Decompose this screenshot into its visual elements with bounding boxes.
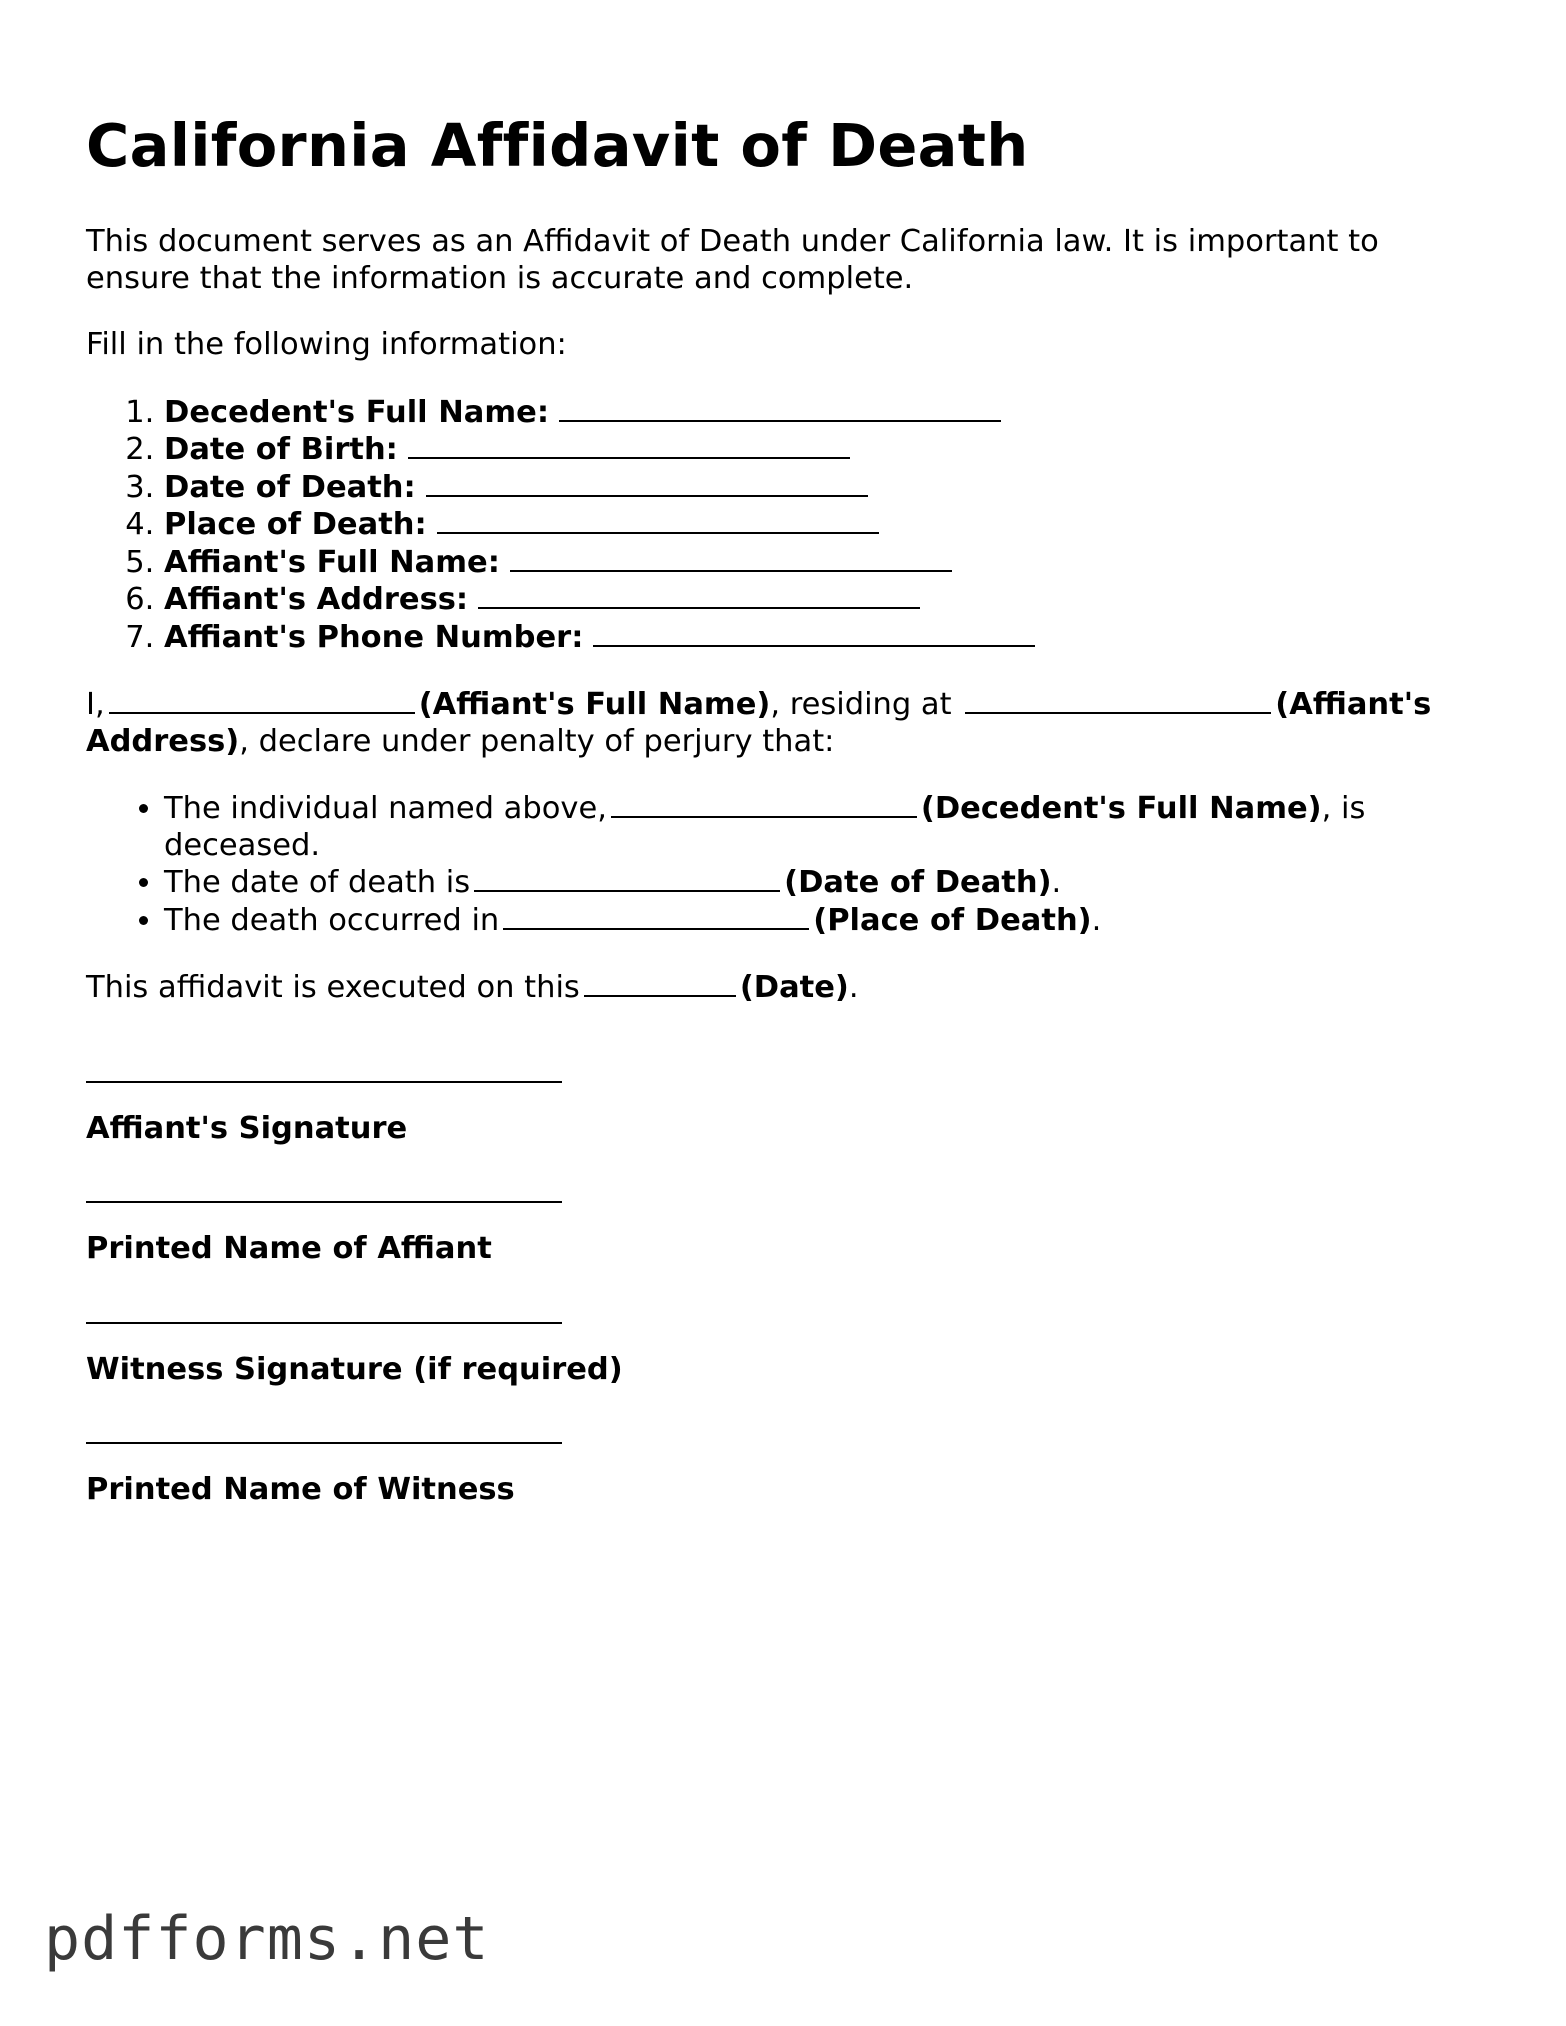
witness-printed-name-line[interactable] [86, 1416, 562, 1444]
fill-in-instruction: Fill in the following information: [86, 327, 567, 362]
affiant-address-blank[interactable] [478, 581, 920, 609]
execution-date-blank[interactable] [584, 969, 736, 997]
affiant-name-blank[interactable] [510, 544, 952, 572]
witness-signature-line[interactable] [86, 1296, 562, 1324]
date-of-death-blank[interactable] [426, 469, 868, 497]
execution-date-hint: (Date) [739, 970, 849, 1005]
field-label: Decedent's Full Name: [164, 394, 550, 430]
field-label: Date of Death: [164, 469, 416, 505]
signature-label: Witness Signature (if required) [86, 1351, 623, 1387]
fact-decedent-name-blank[interactable] [611, 790, 917, 818]
signature-block [86, 1055, 1486, 1148]
fact-text: . [1051, 865, 1062, 900]
signature-block [86, 1175, 1486, 1268]
signature-label: Affiant's Signature [86, 1110, 408, 1146]
fact-text: The death occurred in [164, 902, 500, 938]
declaration-suffix: , declare under penalty of perjury that: [239, 723, 835, 759]
field-label: Affiant's Full Name: [164, 544, 500, 580]
list-item [164, 902, 1486, 940]
fact-text: , is deceased. [164, 791, 1366, 863]
fact-hint: (Place of Death) [813, 902, 1092, 938]
document-page [86, 108, 1486, 1537]
declaration-prefix: I, [86, 687, 105, 722]
field-label: Affiant's Address: [164, 582, 469, 617]
fact-text: The date of death is [164, 865, 471, 900]
watermark: pdfforms.net [44, 1904, 490, 1974]
field-list [86, 394, 1486, 657]
fact-place-of-death-blank[interactable] [503, 902, 809, 930]
list-item [164, 394, 1486, 432]
fact-text: . [1091, 902, 1102, 938]
affiant-printed-name-line[interactable] [86, 1175, 562, 1203]
field-label: Date of Birth: [164, 432, 398, 467]
decedent-name-blank[interactable] [559, 394, 1001, 422]
page-title: California Affidavit of Death [86, 111, 1029, 180]
fact-text: The individual named above, [164, 791, 607, 826]
affiant-signature-line[interactable] [86, 1055, 562, 1083]
signature-block [86, 1296, 1486, 1389]
affiant-phone-blank[interactable] [593, 619, 1035, 647]
field-label: Place of Death: [164, 507, 427, 542]
affiant-address-hint: (Affiant's Address) [86, 687, 1432, 759]
declaration-affiant-name-blank[interactable] [109, 686, 415, 714]
execution-paragraph [86, 969, 1486, 1007]
fact-hint: (Date of Death) [784, 865, 1052, 900]
fact-hint: (Decedent's Full Name) [920, 791, 1322, 826]
list-item [164, 506, 1486, 544]
list-item [164, 790, 1486, 864]
fact-date-of-death-blank[interactable] [474, 864, 780, 892]
declaration-paragraph [86, 686, 1486, 760]
field-label: Affiant's Phone Number: [164, 619, 584, 655]
list-item [164, 431, 1486, 469]
signature-label: Printed Name of Affiant [86, 1231, 492, 1266]
list-item [164, 469, 1486, 507]
declaration-address-blank[interactable] [965, 686, 1271, 714]
place-of-death-blank[interactable] [437, 506, 879, 534]
list-item [164, 544, 1486, 582]
execution-text: . [848, 970, 859, 1005]
affiant-name-hint: (Affiant's Full Name) [418, 687, 771, 722]
list-item [164, 864, 1486, 902]
intro-paragraph: This document serves as an Affidavit of Death under California law. It is important to ensure that the information is accurate and complete. [86, 224, 1379, 296]
execution-text: This affidavit is executed on this [86, 970, 580, 1005]
signature-block [86, 1416, 1486, 1509]
declaration-residing: , residing at [770, 687, 952, 722]
date-of-birth-blank[interactable] [408, 431, 850, 459]
list-item [164, 581, 1486, 619]
list-item [164, 619, 1486, 657]
facts-list [86, 790, 1486, 939]
signature-label: Printed Name of Witness [86, 1472, 515, 1507]
